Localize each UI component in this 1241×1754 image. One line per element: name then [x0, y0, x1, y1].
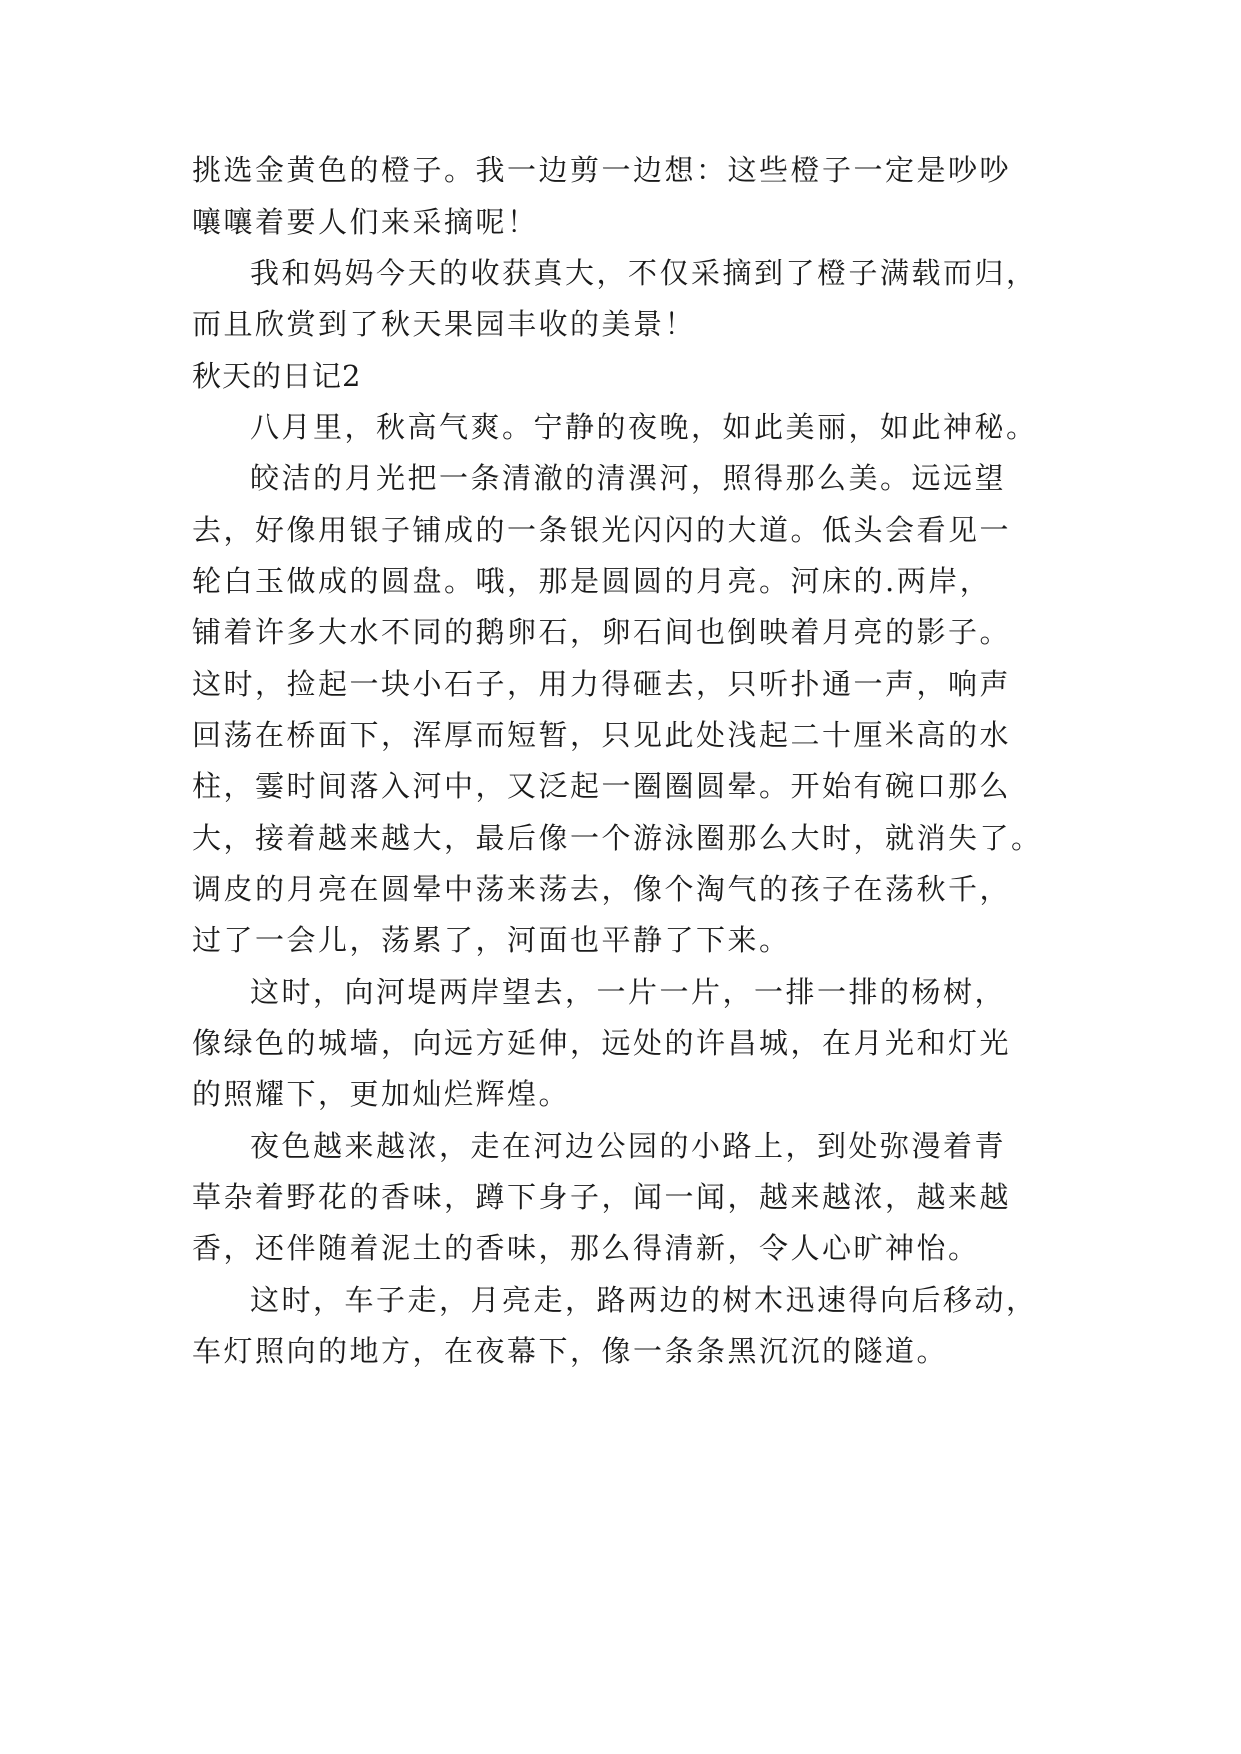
paragraph-line: 挑选金黄色的橙子。我一边剪一边想：这些橙子一定是吵吵 [192, 153, 1012, 187]
paragraph-line: 回荡在桥面下，浑厚而短暂，只见此处浅起二十厘米高的水 [192, 718, 1012, 752]
paragraph-line: 车灯照向的地方，在夜幕下，像一条条黑沉沉的隧道。 [192, 1334, 949, 1368]
paragraph-line: 草杂着野花的香味，蹲下身子，闻一闻，越来越浓，越来越 [192, 1180, 1012, 1214]
paragraph-line: 而且欣赏到了秋天果园丰收的美景！ [192, 307, 697, 341]
paragraph-line: 轮白玉做成的圆盘。哦，那是圆圆的月亮。河床的.两岸， [192, 564, 992, 598]
paragraph-line: 我和妈妈今天的收获真大，不仅采摘到了橙子满载而归， [250, 256, 1038, 290]
paragraph-line: 这时，车子走，月亮走，路两边的树木迅速得向后移动， [250, 1283, 1038, 1317]
paragraph-line: 去，好像用银子铺成的一条银光闪闪的大道。低头会看见一 [192, 513, 1012, 547]
paragraph-line: 这时，向河堤两岸望去，一片一片，一排一排的杨树， [250, 975, 1007, 1009]
paragraph-line: 像绿色的城墙，向远方延伸，远处的许昌城，在月光和灯光 [192, 1026, 1012, 1060]
paragraph-line: 八月里，秋高气爽。宁静的夜晚，如此美丽，如此神秘。 [250, 410, 1038, 444]
section-title: 秋天的日记2 [192, 359, 362, 393]
paragraph-line: 的照耀下，更加灿烂辉煌。 [192, 1077, 571, 1111]
paragraph-line: 皎洁的月光把一条清澈的清潩河，照得那么美。远远望 [250, 461, 1007, 495]
paragraph-line: 铺着许多大水不同的鹅卵石，卵石间也倒映着月亮的影子。 [192, 615, 1012, 649]
paragraph-line: 香，还伴随着泥土的香味，那么得清新，令人心旷神怡。 [192, 1231, 980, 1265]
paragraph-line: 嚷嚷着要人们来采摘呢！ [192, 205, 539, 239]
paragraph-line: 过了一会儿，荡累了，河面也平静了下来。 [192, 923, 791, 957]
paragraph-line: 大，接着越来越大，最后像一个游泳圈那么大时，就消失了。 [192, 821, 1043, 855]
paragraph-line: 调皮的月亮在圆晕中荡来荡去，像个淘气的孩子在荡秋千， [192, 872, 1012, 906]
paragraph-line: 这时，捡起一块小石子，用力得砸去，只听扑通一声，响声 [192, 667, 1012, 701]
paragraph-line: 夜色越来越浓，走在河边公园的小路上，到处弥漫着青 [250, 1129, 1007, 1163]
paragraph-line: 柱，霎时间落入河中，又泛起一圈圈圆晕。开始有碗口那么 [192, 769, 1012, 803]
